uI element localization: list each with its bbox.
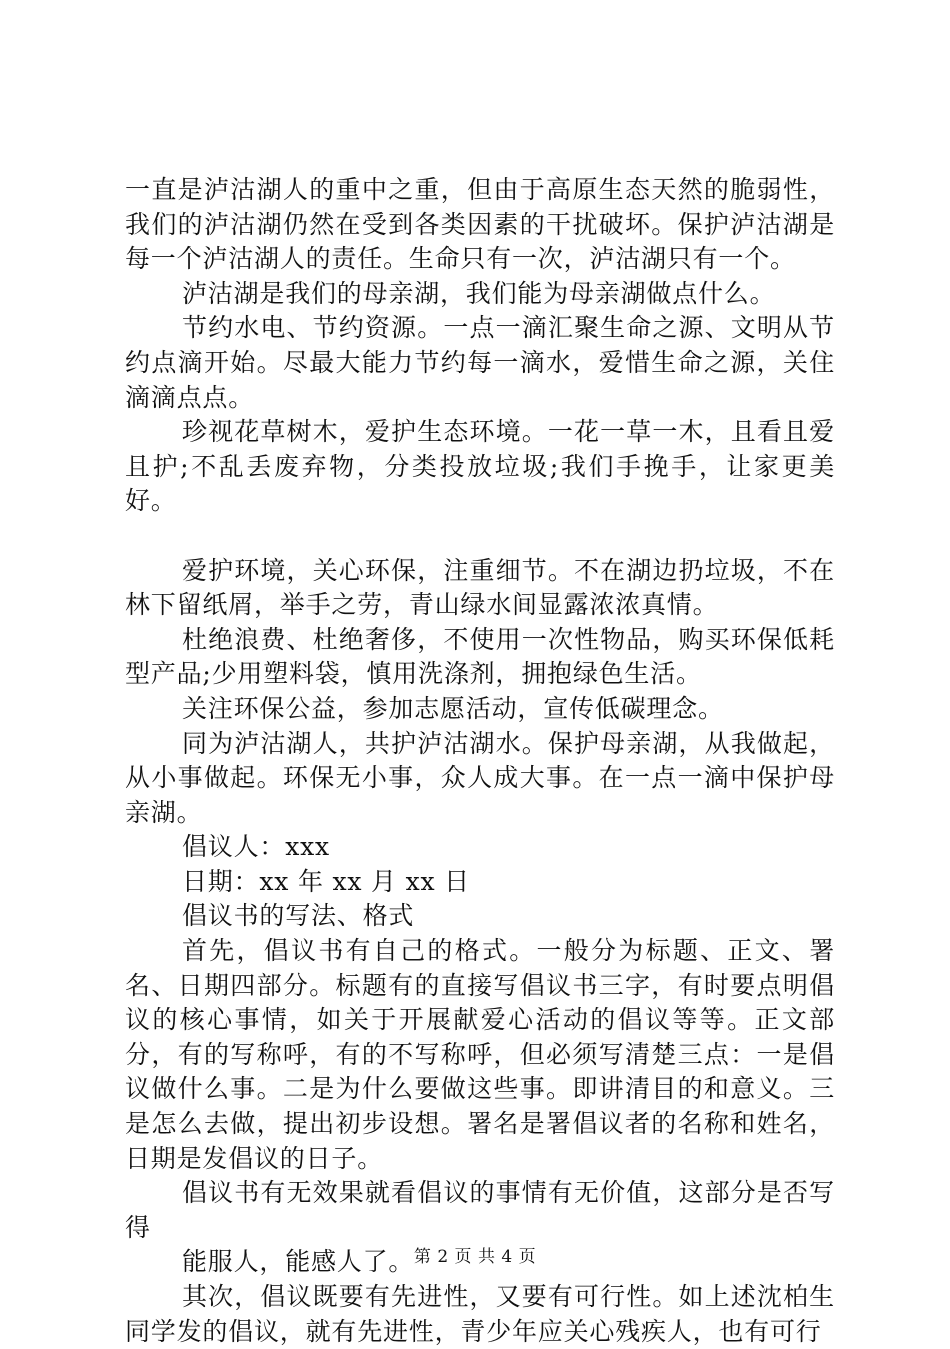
page-number: 第 2 页 共 4 页 [413, 1247, 537, 1267]
paragraph: 节约水电、节约资源。一点一滴汇聚生命之源、文明从节约点滴开始。尽最大能力节约每一滴水，爱惜生命之源，关住滴滴点点。 [125, 313, 835, 412]
paragraph: 杜绝浪费、杜绝奢侈，不使用一次性物品，购买环保低耗型产品;少用塑料袋，慎用洗涤剂，拥抱绿色生活。 [125, 624, 835, 689]
document-body [125, 173, 835, 1349]
blank-line [125, 519, 835, 554]
paragraph: 关注环保公益，参加志愿活动，宣传低碳理念。 [182, 693, 724, 723]
paragraph: 同为泸沽湖人，共护泸沽湖水。保护母亲湖，从我做起，从小事做起。环保无小事，众人成大事。在一点一滴中保护母亲湖。 [125, 728, 835, 827]
paragraph: 倡议人：xxx [182, 832, 330, 862]
paragraph: 倡议书的写法、格式 [182, 901, 415, 931]
paragraph: 珍视花草树木，爱护生态环境。一花一草一木，且看且爱且护;不乱丢废弃物，分类投放垃圾;我们手挽手，让家更美好。 [125, 417, 835, 516]
paragraph: 倡议书有无效果就看倡议的事情有无价值，这部分是否写得 [125, 1178, 835, 1242]
paragraph: 泸沽湖是我们的母亲湖，我们能为母亲湖做点什么。 [182, 278, 776, 308]
paragraph: 首先，倡议书有自己的格式。一般分为标题、正文、署名、日期四部分。标题有的直接写倡议书三字，有时要点明倡议的核心事情，如关于开展献爱心活动的倡议等等。正文部分，有的写称呼，有的不写称呼，但必须写清楚三点：一是倡议做什么事。二是为什么要做这些事。即讲清目的和意义。三是怎么去做，提出初步设想。署名是署倡议者的名称和姓名，日期是发倡议的日子。 [125, 936, 835, 1173]
paragraph: 日期：xx 年 xx 月 xx 日 [182, 866, 470, 896]
paragraph: 能服人，能感人了。 [182, 1247, 415, 1277]
paragraph: 其次，倡议既要有先进性，又要有可行性。如上述沈柏生同学发的倡议，就有先进性，青少年应关心残疾人，也有可行 [125, 1282, 835, 1346]
paragraph: 爱护环境，关心环保，注重细节。不在湖边扔垃圾，不在林下留纸屑，举手之劳，青山绿水间显露浓浓真情。 [125, 555, 835, 620]
page-footer [0, 1247, 950, 1267]
paragraph: 一直是泸沽湖人的重中之重，但由于高原生态天然的脆弱性，我们的泸沽湖仍然在受到各类因素的干扰破坏。保护泸沽湖是每一个泸沽湖人的责任。生命只有一次，泸沽湖只有一个。 [125, 175, 835, 274]
